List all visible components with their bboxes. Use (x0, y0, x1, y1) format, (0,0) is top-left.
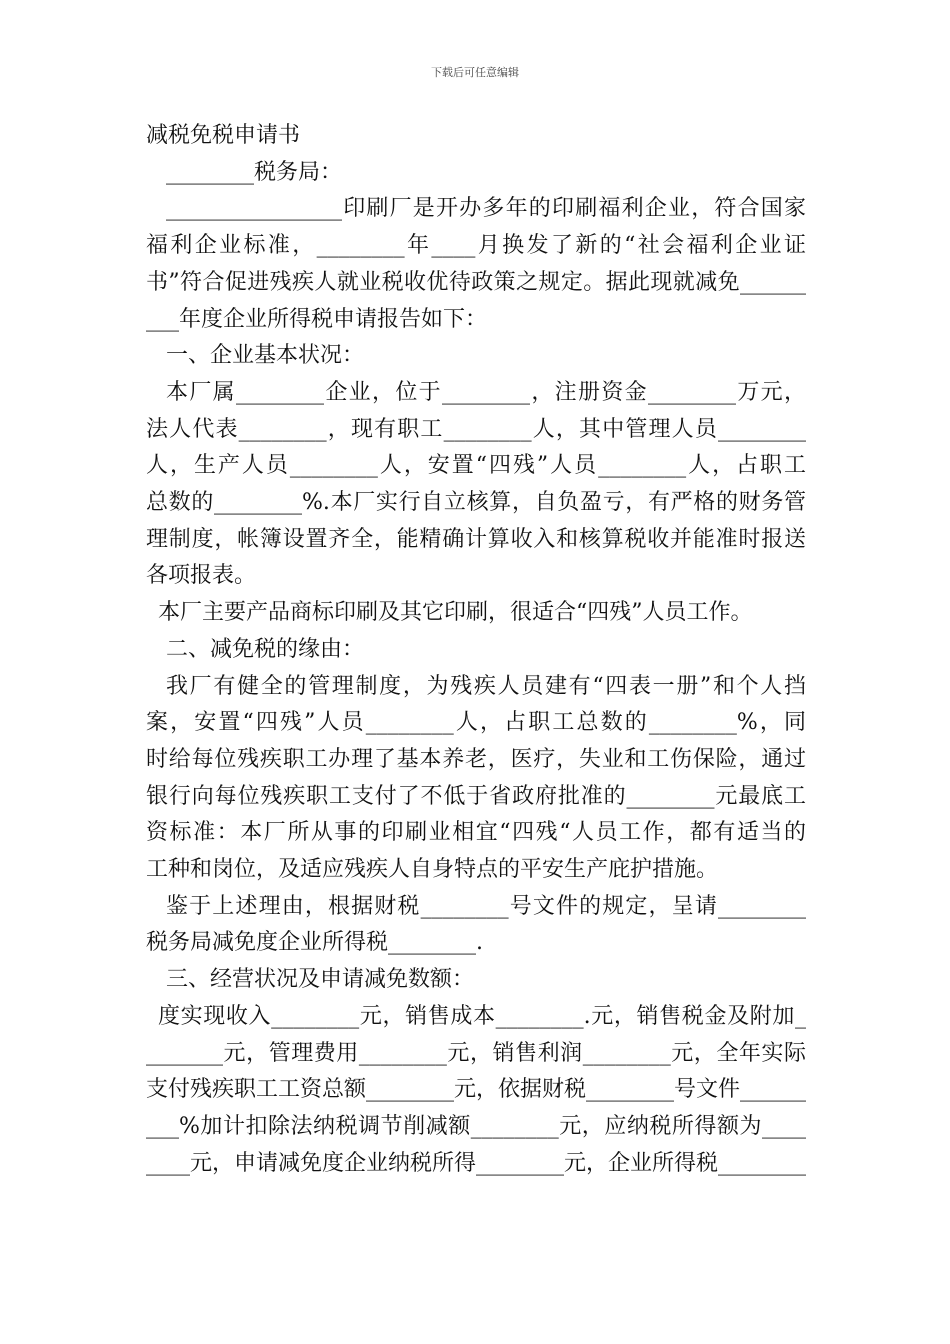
document-paragraphs (146, 155, 806, 1183)
text-line: 人，生产人员________人，安置“四残”人员________人，占职工 (146, 453, 806, 479)
text-line: 本厂主要产品商标印刷及其它印刷，很适合“四残”人员工作。 (158, 600, 753, 626)
text-line: 书”符合促进残疾人就业税收优待政策之规定。据此现就减免______ (146, 269, 806, 295)
text-line: 福利企业标准，________年____月换发了新的“社会福利企业证 (146, 233, 806, 259)
text-line: ________税务局： (166, 159, 343, 185)
text-line: ___年度企业所得税申请报告如下： (146, 306, 488, 332)
text-line: 法人代表________，现有职工________人，其中管理人员________ (146, 416, 806, 442)
text-line: 时给每位残疾职工办理了基本养老，医疗，失业和工伤保险，通过 (146, 746, 806, 772)
text-line: 案，安置“四残”人员________人，占职工总数的________%，同 (146, 710, 806, 736)
document-title: 减税免税申请书 (146, 123, 301, 148)
text-line: 银行向每位残疾职工支付了不低于省政府批准的________元最底工 (146, 783, 806, 809)
text-line: 本厂属________企业，位于________，注册资金________万元， (166, 379, 806, 405)
text-line: 鉴于上述理由，根据财税________号文件的规定，呈请________ (166, 893, 806, 919)
text-line: 一、企业基本状况： (166, 343, 365, 369)
text-line: 各项报表。 (146, 563, 257, 589)
text-line: _______元，管理费用________元，销售利润________元，全年实际 (146, 1040, 806, 1066)
text-line: 税务局减免度企业所得税________. (146, 930, 483, 956)
text-line: 总数的________%.本厂实行自立核算，自负盈亏，有严格的财务管 (146, 490, 806, 516)
text-line: ____元，申请减免度企业纳税所得________元，企业所得税________ (146, 1150, 807, 1176)
document-body (146, 118, 806, 1182)
text-line: ________________印刷厂是开办多年的印刷福利企业，符合国家 (166, 196, 806, 222)
text-line: 三、经营状况及申请减免数额： (166, 967, 475, 993)
text-line: 二、减免税的缘由： (166, 636, 365, 662)
text-line: 度实现收入________元，销售成本________.元，销售税金及附加_ (158, 1003, 806, 1029)
page-header-note: 下载后可任意编辑 (431, 66, 519, 79)
text-line: 理制度，帐簿设置齐全，能精确计算收入和核算税收并能准时报送 (146, 526, 806, 552)
text-line: 我厂有健全的管理制度，为残疾人员建有“四表一册”和个人挡 (166, 673, 806, 699)
text-line: 支付残疾职工工资总额________元，依据财税________号文件______ (146, 1077, 807, 1103)
text-line: ___%加计扣除法纳税调节削减额________元，应纳税所得额为____ (146, 1113, 806, 1139)
text-line: 工种和岗位，及适应残疾人自身特点的平安生产庇护措施。 (146, 857, 719, 883)
text-line: 资标准：本厂所从事的印刷业相宜“四残“人员工作，都有适当的 (146, 820, 806, 846)
